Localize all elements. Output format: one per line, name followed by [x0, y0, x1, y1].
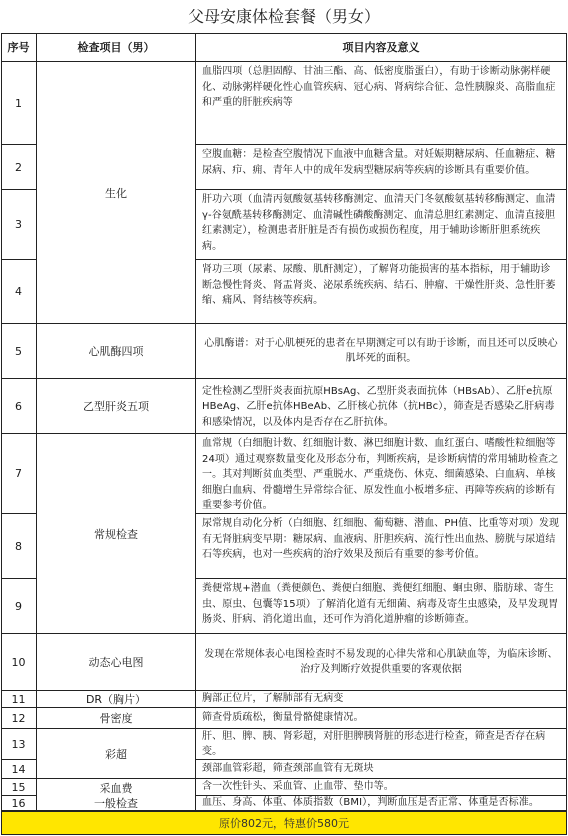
- row-desc: 尿常规自动化分析（白细胞、红细胞、葡萄糖、潜血、PH值、比重等对项）发现有无肾脏病变早期：糖尿病、血液病、肝胆疾病、流行性出血热、膀胱与尿道结石等疾病，也对一些疾病的治疗效果及预后有重要的参考价值。: [196, 514, 567, 579]
- row-num: 4: [1, 260, 37, 324]
- row-num: 3: [1, 190, 37, 260]
- category-ultrasound: 彩超: [37, 729, 196, 779]
- row-desc: 定性检测乙型肝炎表面抗原HBsAg、乙型肝炎表面抗体（HBsAb）、乙肝e抗原HBeAg、乙肝e抗体HBeAb、乙肝核心抗体（抗HBc），筛查是否感染乙肝病毒和感染情况，以及体内是否存在乙肝抗体。: [196, 379, 567, 434]
- row-num: 2: [1, 145, 37, 190]
- row-desc: 血压、身高、体重、体质指数（BMI），判断血压是否正常、体重是否标准。: [196, 796, 567, 811]
- row-num: 15: [1, 779, 37, 796]
- row-num: 13: [1, 729, 37, 760]
- category-blood: 采血费: [37, 779, 196, 796]
- header-item: 检查项目（男）: [37, 33, 196, 62]
- row-desc: 肾功三项（尿素、尿酸、肌酐测定），了解肾功能损害的基本指标，用于辅助诊断急慢性肾炎、肾盂肾炎、泌尿系统疾病、结石、肿瘤、干燥性肝炎、急性肝萎缩、痛风、肾结核等疾病。: [196, 260, 567, 324]
- checkup-table: [1, 33, 567, 811]
- category-biochem: 生化: [37, 62, 196, 324]
- price-footer: 原价802元，特惠价580元: [1, 811, 567, 835]
- category-ecg: 动态心电图: [37, 634, 196, 691]
- category-cardiac: 心肌酶四项: [37, 324, 196, 379]
- row-num: 8: [1, 514, 37, 579]
- row-num: 14: [1, 760, 37, 779]
- row-desc: 含一次性针头、采血管、止血带、垫巾等。: [196, 779, 567, 796]
- row-num: 1: [1, 62, 37, 145]
- row-desc: 筛查骨质疏松，衡量骨骼健康情况。: [196, 708, 567, 729]
- row-num: 12: [1, 708, 37, 729]
- category-dr: DR（胸片）: [37, 691, 196, 708]
- row-desc: 发现在常规体表心电图检查时不易发现的心律失常和心肌缺血等，为临床诊断、治疗及判断疗效提供重要的客观依据: [196, 634, 567, 691]
- row-desc: 肝功六项（血清丙氨酸氨基转移酶测定、血清天门冬氨酸氨基转移酶测定、血清γ-谷氨酰基转移酶测定、血清碱性磷酸酶测定、血清总胆红素测定、血清直接胆红素测定），检测患者肝脏是否有损伤或损伤程度，用于辅助诊断肝胆系统疾病。: [196, 190, 567, 260]
- row-num: 6: [1, 379, 37, 434]
- row-num: 10: [1, 634, 37, 691]
- row-desc: 粪便常规+潜血（粪便颜色、粪便白细胞、粪便红细胞、蛔虫卵、脂肪球、寄生虫、原虫、包囊等15项）了解消化道有无细菌、病毒及寄生虫感染，及早发现胃肠炎、肝病、消化道出血，还可作为消化道肿瘤的诊断筛查。: [196, 579, 567, 634]
- category-hepb: 乙型肝炎五项: [37, 379, 196, 434]
- row-desc: 胸部正位片，了解肺部有无病变: [196, 691, 567, 708]
- row-desc: 血脂四项（总胆固醇、甘油三酯、高、低密度脂蛋白），有助于诊断动脉粥样硬化、动脉粥样硬化性心血管疾病、冠心病、肾病综合征、急性胰腺炎、高脂血症和严重的肝脏疾病等: [196, 62, 567, 145]
- row-num: 5: [1, 324, 37, 379]
- header-desc: 项目内容及意义: [196, 33, 567, 62]
- row-desc: 颈部血管彩超，筛查颈部血管有无斑块: [196, 760, 567, 779]
- header-num: 序号: [1, 33, 37, 62]
- category-general: 一般检查: [37, 796, 196, 811]
- row-num: 7: [1, 434, 37, 514]
- row-num: 11: [1, 691, 37, 708]
- category-bone: 骨密度: [37, 708, 196, 729]
- row-desc: 心肌酶谱：对于心肌梗死的患者在早期测定可以有助于诊断，而且还可以反映心肌坏死的面积。: [196, 324, 567, 379]
- row-desc: 空腹血糖：是检查空腹情况下血液中血糖含量。对妊娠期糖尿病、任血糖症、糖尿病、疖、痈、青年人中的成年发病型糖尿病等疾病的诊断具有重要价值。: [196, 145, 567, 190]
- page-title: 父母安康体检套餐（男女）: [187, 7, 380, 26]
- row-num: 16: [1, 796, 37, 811]
- category-routine: 常规检查: [37, 434, 196, 634]
- row-num: 9: [1, 579, 37, 634]
- row-desc: 肝、胆、脾、胰、肾彩超，对肝胆脾胰肾脏的形态进行检查，筛查是否存在病变。: [196, 729, 567, 760]
- row-desc: 血常规（白细胞计数、红细胞计数、淋巴细胞计数、血红蛋白、嗜酸性粒细胞等24项）通过观察数量变化及形态分布，判断疾病，是诊断病情的常用辅助检查之一。其对判断贫血类型、严重脱水、严重烧伤、休克、细菌感染、白血病、单核细胞白血病、骨髓增生异常综合征、原发性血小板增多症、再障等疾病的诊断有重要参考价值。: [196, 434, 567, 514]
